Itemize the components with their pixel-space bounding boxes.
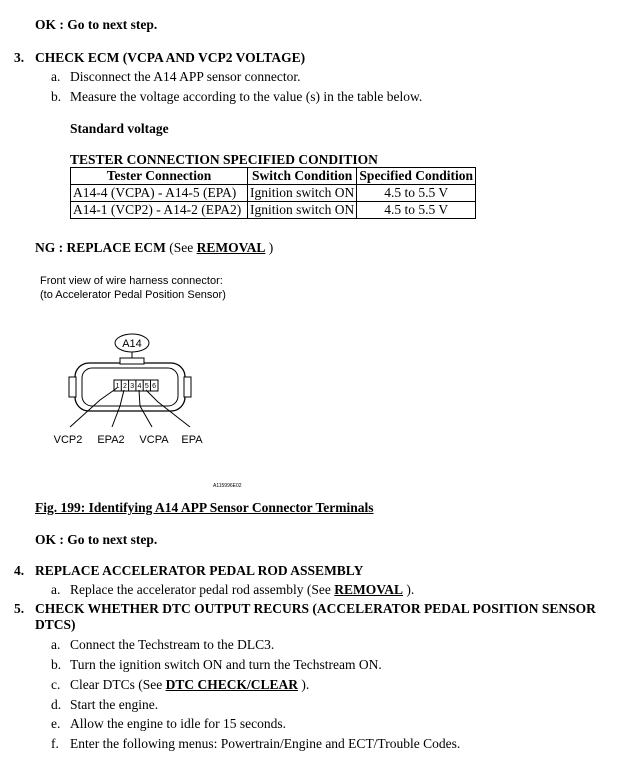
step-5c-line — [70, 677, 309, 693]
figure-caption-line2: (to Accelerator Pedal Position Sensor) — [40, 289, 226, 301]
step-5b-text: Turn the ignition switch ON and turn the Techstream ON. — [70, 657, 382, 672]
ng-close: ) — [265, 240, 274, 255]
step-5-title-line1: CHECK WHETHER DTC OUTPUT RECURS (ACCELERATOR PEDAL POSITION SENSOR — [35, 601, 596, 616]
removal-link[interactable]: REMOVAL — [196, 240, 266, 255]
connector-id: A14 — [122, 338, 142, 350]
step-5d-text: Start the engine. — [70, 697, 159, 712]
label-epa2: EPA2 — [97, 434, 125, 446]
step-5f-label: f. — [51, 736, 59, 751]
step-5f-text: Enter the following menus: Powertrain/Engine and ECT/Trouble Codes. — [70, 736, 461, 751]
header-specified-condition: Specified Condition — [357, 168, 476, 185]
pin-6: 6 — [152, 383, 157, 390]
connector-rib-left — [69, 377, 76, 397]
spec-table — [70, 167, 476, 219]
step-5-number: 5. — [14, 601, 25, 616]
connector-rib-right — [184, 377, 191, 397]
step-3-title: CHECK ECM (VCPA AND VCP2 VOLTAGE) — [35, 50, 306, 65]
label-epa: EPA — [181, 434, 203, 446]
header-switch-condition: Switch Condition — [248, 168, 357, 185]
ng-see: (See — [169, 240, 197, 255]
figure-code: A115996E02 — [213, 483, 242, 489]
pin-4: 4 — [137, 383, 142, 390]
step-5c-close: ). — [298, 677, 310, 692]
removal-link-2[interactable]: REMOVAL — [334, 582, 404, 597]
step-5b-label: b. — [51, 657, 62, 672]
step-4a-text: Replace the accelerator pedal rod assembly (See — [70, 582, 335, 597]
step-4-title: REPLACE ACCELERATOR PEDAL ROD ASSEMBLY — [35, 563, 364, 578]
table-cell: Ignition switch ON — [248, 202, 357, 219]
pin-2: 2 — [122, 383, 127, 390]
step-5a-label: a. — [51, 637, 61, 652]
label-vcpa: VCPA — [139, 434, 169, 446]
step-5c-label: c. — [51, 677, 61, 692]
step-5d-label: d. — [51, 697, 62, 712]
table-title: TESTER CONNECTION SPECIFIED CONDITION — [70, 152, 378, 167]
step-5-title-line2: DTCS) — [35, 617, 76, 632]
table-cell: A14-4 (VCPA) - A14-5 (EPA) — [71, 185, 248, 202]
table-row — [71, 202, 476, 219]
pin-1: 1 — [115, 383, 120, 390]
ok-step-text-2: OK : Go to next step. — [35, 532, 158, 547]
step-5c-text: Clear DTCs (See — [70, 677, 166, 692]
connector-lock-tab — [120, 358, 144, 364]
label-vcp2: VCP2 — [53, 434, 83, 446]
ok-step-text: OK : Go to next step. — [35, 17, 158, 32]
leader-epa2 — [112, 390, 124, 427]
figure-caption: Fig. 199: Identifying A14 APP Sensor Connector Terminals — [35, 500, 374, 515]
step-4a-close: ). — [403, 582, 415, 597]
step-4a-label: a. — [51, 582, 61, 597]
table-cell: 4.5 to 5.5 V — [357, 185, 476, 202]
step-5a-text: Connect the Techstream to the DLC3. — [70, 637, 275, 652]
table-cell: 4.5 to 5.5 V — [357, 202, 476, 219]
pin-3: 3 — [130, 383, 135, 390]
step-3a-text: Disconnect the A14 APP sensor connector. — [70, 69, 301, 84]
step-3b-label: b. — [51, 89, 62, 104]
leader-vcpa — [139, 390, 152, 427]
pin-5: 5 — [144, 383, 149, 390]
table-cell: Ignition switch ON — [248, 185, 357, 202]
step-4-number: 4. — [14, 563, 25, 578]
ng-line — [35, 240, 273, 256]
table-cell: A14-1 (VCP2) - A14-2 (EPA2) — [71, 202, 248, 219]
figure-caption-line1: Front view of wire harness connector: — [40, 275, 223, 287]
ng-text: NG : REPLACE ECM — [35, 240, 166, 255]
connector-diagram — [50, 330, 220, 455]
step-3b-text: Measure the voltage according to the value (s) in the table below. — [70, 89, 423, 104]
step-3-number: 3. — [14, 50, 25, 65]
step-5e-label: e. — [51, 716, 61, 731]
leader-vcp2 — [70, 388, 117, 427]
leader-epa — [146, 390, 190, 427]
step-3a-label: a. — [51, 69, 61, 84]
standard-voltage-heading: Standard voltage — [70, 121, 169, 136]
header-tester-connection: Tester Connection — [71, 168, 248, 185]
step-4a-line — [70, 582, 414, 598]
step-5e-text: Allow the engine to idle for 15 seconds. — [70, 716, 286, 731]
table-row — [71, 185, 476, 202]
table-header-row — [71, 168, 476, 185]
dtc-check-clear-link[interactable]: DTC CHECK/CLEAR — [165, 677, 298, 692]
